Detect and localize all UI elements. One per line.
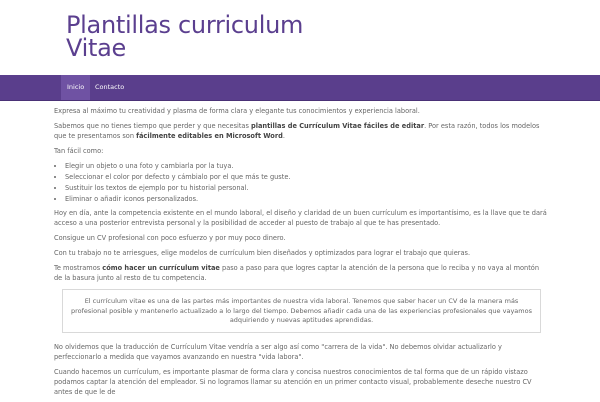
quote-box: El currículum vitae es una de las partes más importantes de nuestra vida laboral. Tenemos que saber hacer un CV de la manera más profesional posible y mantenerlo actualizado a lo largo del tiempo. Debemos añadir cada una de las experiencias profesionales que vayamos adquiriendo y nuevas aptitudes aprendidas.	[62, 289, 541, 333]
no-risk-paragraph: Con tu trabajo no te arriesgues, elige modelos de currículum bien diseñados y optimizados para lograr el trabajo que quieras.	[54, 249, 471, 257]
list-item: • Seleccionar el color por defecto y cámbialo por el que más te guste.	[65, 172, 548, 182]
easy-as-paragraph: Tan fácil como:	[54, 147, 104, 155]
bold-templates-text: plantillas de Currículum Vitae fáciles de editar	[251, 122, 425, 130]
how-to-paragraph: Te mostramos cómo hacer un currículum vitae paso a paso para que logres captar la atención de la persona que lo reciba y no vaya al montón de la basura junto al resto de tu competencia.	[54, 264, 540, 282]
nav-item-contacto[interactable]: Contacto	[95, 83, 125, 91]
list-item: • Eliminar o añadir iconos personalizados.	[65, 194, 548, 204]
main-content	[54, 106, 548, 402]
list-item: • Elegir un objeto o una foto y cambiarla por la tuya.	[65, 161, 548, 171]
professional-cv-paragraph: Consigue un CV profesional con poco esfuerzo y por muy poco dinero.	[54, 234, 286, 242]
bold-word-text: fácilmente editables en Microsoft Word	[136, 132, 283, 140]
main-navbar	[0, 75, 600, 101]
competition-paragraph: Hoy en día, ante la competencia existente en el mundo laboral, el diseño y claridad de un buen currículum es importantísimo, es la llave que te dará acceso a una posterior entrevista personal y la posibilidad de acceder al puesto de trabajo al que te has presentado.	[54, 209, 547, 227]
bold-howto-text: cómo hacer un currículum vitae	[102, 264, 220, 272]
summary-paragraph: Cuando hacemos un currículum, es importante plasmar de forma clara y concisa nuestros conocimientos de tal forma que de un rápido vistazo podamos captar la atención del empleador. Si no logramos llamar su atención en un primer contacto visual, probablemente deseche nuestro CV antes de que le de	[54, 367, 532, 396]
list-item: • Sustituir los textos de ejemplo por tu historial personal.	[65, 183, 548, 193]
translation-paragraph: No olvidemos que la traducción de Currículum Vitae vendría a ser algo así como "carrera de la vida". No debemos olvidar actualizarlo y perfeccionarlo a medida que vayamos avanzando en nuestra "vida labora".	[54, 342, 502, 361]
templates-paragraph: Sabemos que no tienes tiempo que perder y que necesitas plantillas de Currículum Vitae fáciles de editar. Por esta razón, todos los modelos que te presentamos son fácilmente editables en Microsoft Word.	[54, 122, 540, 140]
nav-item-inicio[interactable]: Inicio	[61, 75, 90, 100]
steps-list	[54, 161, 548, 204]
site-title[interactable]: Plantillas curriculum Vitae	[66, 11, 304, 62]
site-header	[0, 0, 600, 75]
intro-paragraph: Expresa al máximo tu creatividad y plasma de forma clara y elegante tus conocimientos y experiencia laboral.	[54, 107, 420, 115]
